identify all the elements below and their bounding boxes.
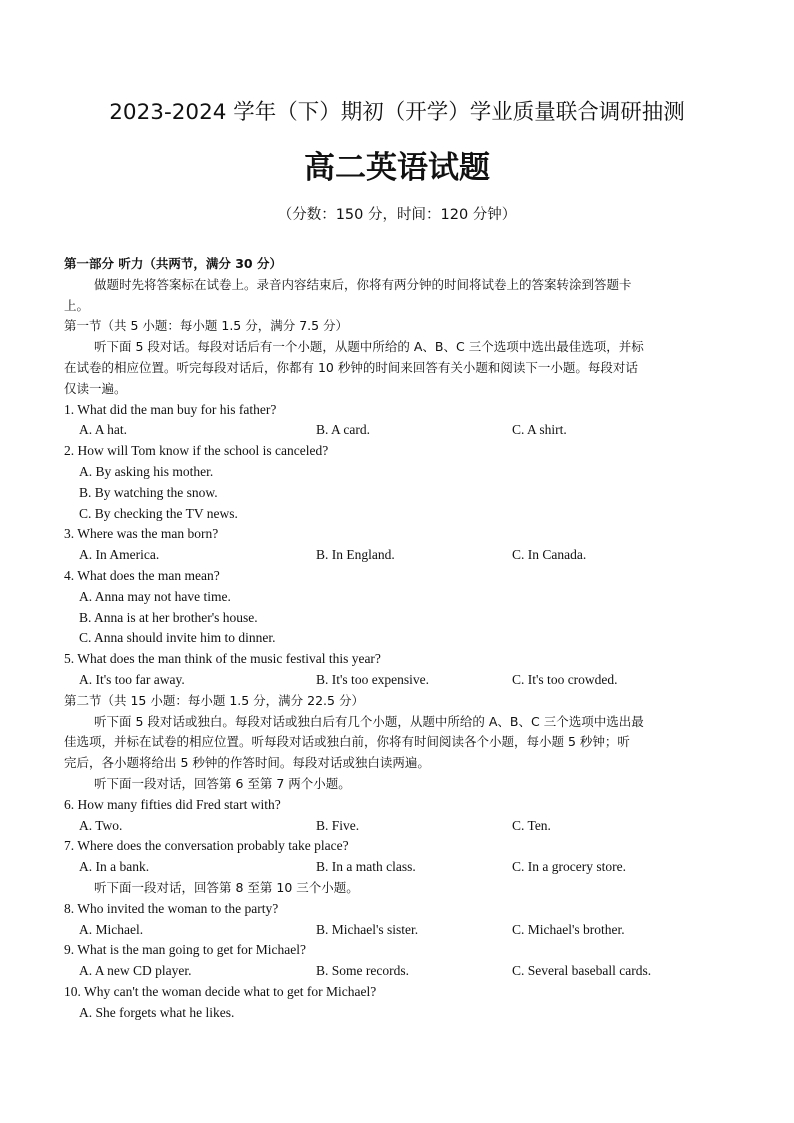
question-options [64, 670, 732, 691]
option-b: B. Michael's sister. [316, 921, 419, 937]
option-c: C. In Canada. [512, 547, 587, 563]
question-stem: 7. Where does the conversation probably take place? [64, 838, 349, 854]
question-stem: 1. What did the man buy for his father? [64, 401, 277, 417]
question-stem: 6. How many fifties did Fred start with? [64, 796, 281, 812]
question-options [64, 920, 732, 941]
question-stem: 3. Where was the man born? [64, 526, 219, 542]
option-b: B. In a math class. [316, 859, 416, 875]
option-a: A. A hat. [79, 422, 128, 438]
option-a: A. In a bank. [79, 859, 150, 875]
section1-instr-line2: 在试卷的相应位置。听完每段对话后，你都有 10 秒钟的时间来回答有关小题和阅读下一小题。每段对话 [64, 359, 638, 375]
section2-heading: 第二节（共 15 小题：每小题 1.5 分，满分 22.5 分） [64, 692, 364, 708]
option-c: C. Michael's brother. [512, 921, 625, 937]
option-b: B. A card. [316, 422, 370, 438]
option-a: A. A new CD player. [79, 963, 192, 979]
option-a: A. Two. [79, 817, 123, 833]
option-a: A. It's too far away. [79, 671, 185, 687]
part1-intro-line2: 上。 [64, 297, 90, 313]
dialog-instruction: 听下面一段对话，回答第 8 至第 10 三个小题。 [94, 879, 359, 895]
score-time-info: （分数：150 分，时间：120 分钟） [277, 207, 517, 223]
question-stem: 4. What does the man mean? [64, 567, 220, 583]
question-options [64, 961, 732, 982]
section1-instr-line1: 听下面 5 段对话。每段对话后有一个小题，从题中所给的 A、B、C 三个选项中选出最佳选项，并标 [94, 339, 644, 355]
option-b: B. Anna is at her brother's house. [79, 609, 258, 625]
dialog-instruction: 听下面一段对话，回答第 6 至第 7 两个小题。 [94, 775, 351, 791]
option-a: A. Anna may not have time. [79, 588, 231, 604]
option-c: C. In a grocery store. [512, 859, 626, 875]
option-c: C. Several baseball cards. [512, 963, 652, 979]
section2-instr-line2: 佳选项，并标在试卷的相应位置。听每段对话或独白前，你将有时间阅读各个小题，每小题 5 秒钟；听 [64, 734, 630, 750]
option-a: A. By asking his mother. [79, 463, 214, 479]
part1-heading: 第一部分 听力（共两节，满分 30 分） [64, 256, 282, 271]
option-b: B. Five. [316, 817, 360, 833]
option-b: B. In England. [316, 547, 395, 563]
question-stem: 10. Why can't the woman decide what to get for Michael? [64, 983, 377, 999]
question-options [64, 816, 732, 837]
section1-instr-line3: 仅读一遍。 [64, 380, 127, 396]
option-c: C. By checking the TV news. [79, 505, 238, 521]
part1-intro-line1: 做题时先将答案标在试卷上。录音内容结束后，你将有两分钟的时间将试卷上的答案转涂到答题卡 [94, 276, 632, 292]
option-c: C. It's too crowded. [512, 671, 618, 687]
section2-instr-line1: 听下面 5 段对话或独白。每段对话或独白后有几个小题，从题中所给的 A、B、C 三个选项中选出最 [94, 713, 644, 729]
option-c: C. Anna should invite him to dinner. [79, 630, 276, 646]
option-a: A. Michael. [79, 921, 144, 937]
question-stem: 9. What is the man going to get for Michael? [64, 942, 306, 958]
option-a: A. She forgets what he likes. [79, 1004, 235, 1020]
question-stem: 5. What does the man think of the music festival this year? [64, 651, 381, 667]
exam-header-title: 2023-2024 学年（下）期初（开学）学业质量联合调研抽测 [109, 100, 685, 125]
question-stem: 8. Who invited the woman to the party? [64, 900, 279, 916]
question-options [64, 420, 732, 441]
section1-heading: 第一节（共 5 小题：每小题 1.5 分，满分 7.5 分） [64, 318, 349, 334]
section2-instr-line3: 完后，各小题将给出 5 秒钟的作答时间。每段对话或独白读两遍。 [64, 755, 430, 771]
option-b: B. Some records. [316, 963, 409, 979]
question-options [64, 857, 732, 878]
exam-body [64, 254, 732, 1023]
option-c: C. A shirt. [512, 422, 567, 438]
question-stem: 2. How will Tom know if the school is canceled? [64, 443, 329, 459]
exam-subject-title: 高二英语试题 [304, 150, 490, 186]
option-a: A. In America. [79, 547, 160, 563]
option-c: C. Ten. [512, 817, 551, 833]
option-b: B. It's too expensive. [316, 671, 430, 687]
question-options [64, 545, 732, 566]
option-b: B. By watching the snow. [79, 484, 218, 500]
